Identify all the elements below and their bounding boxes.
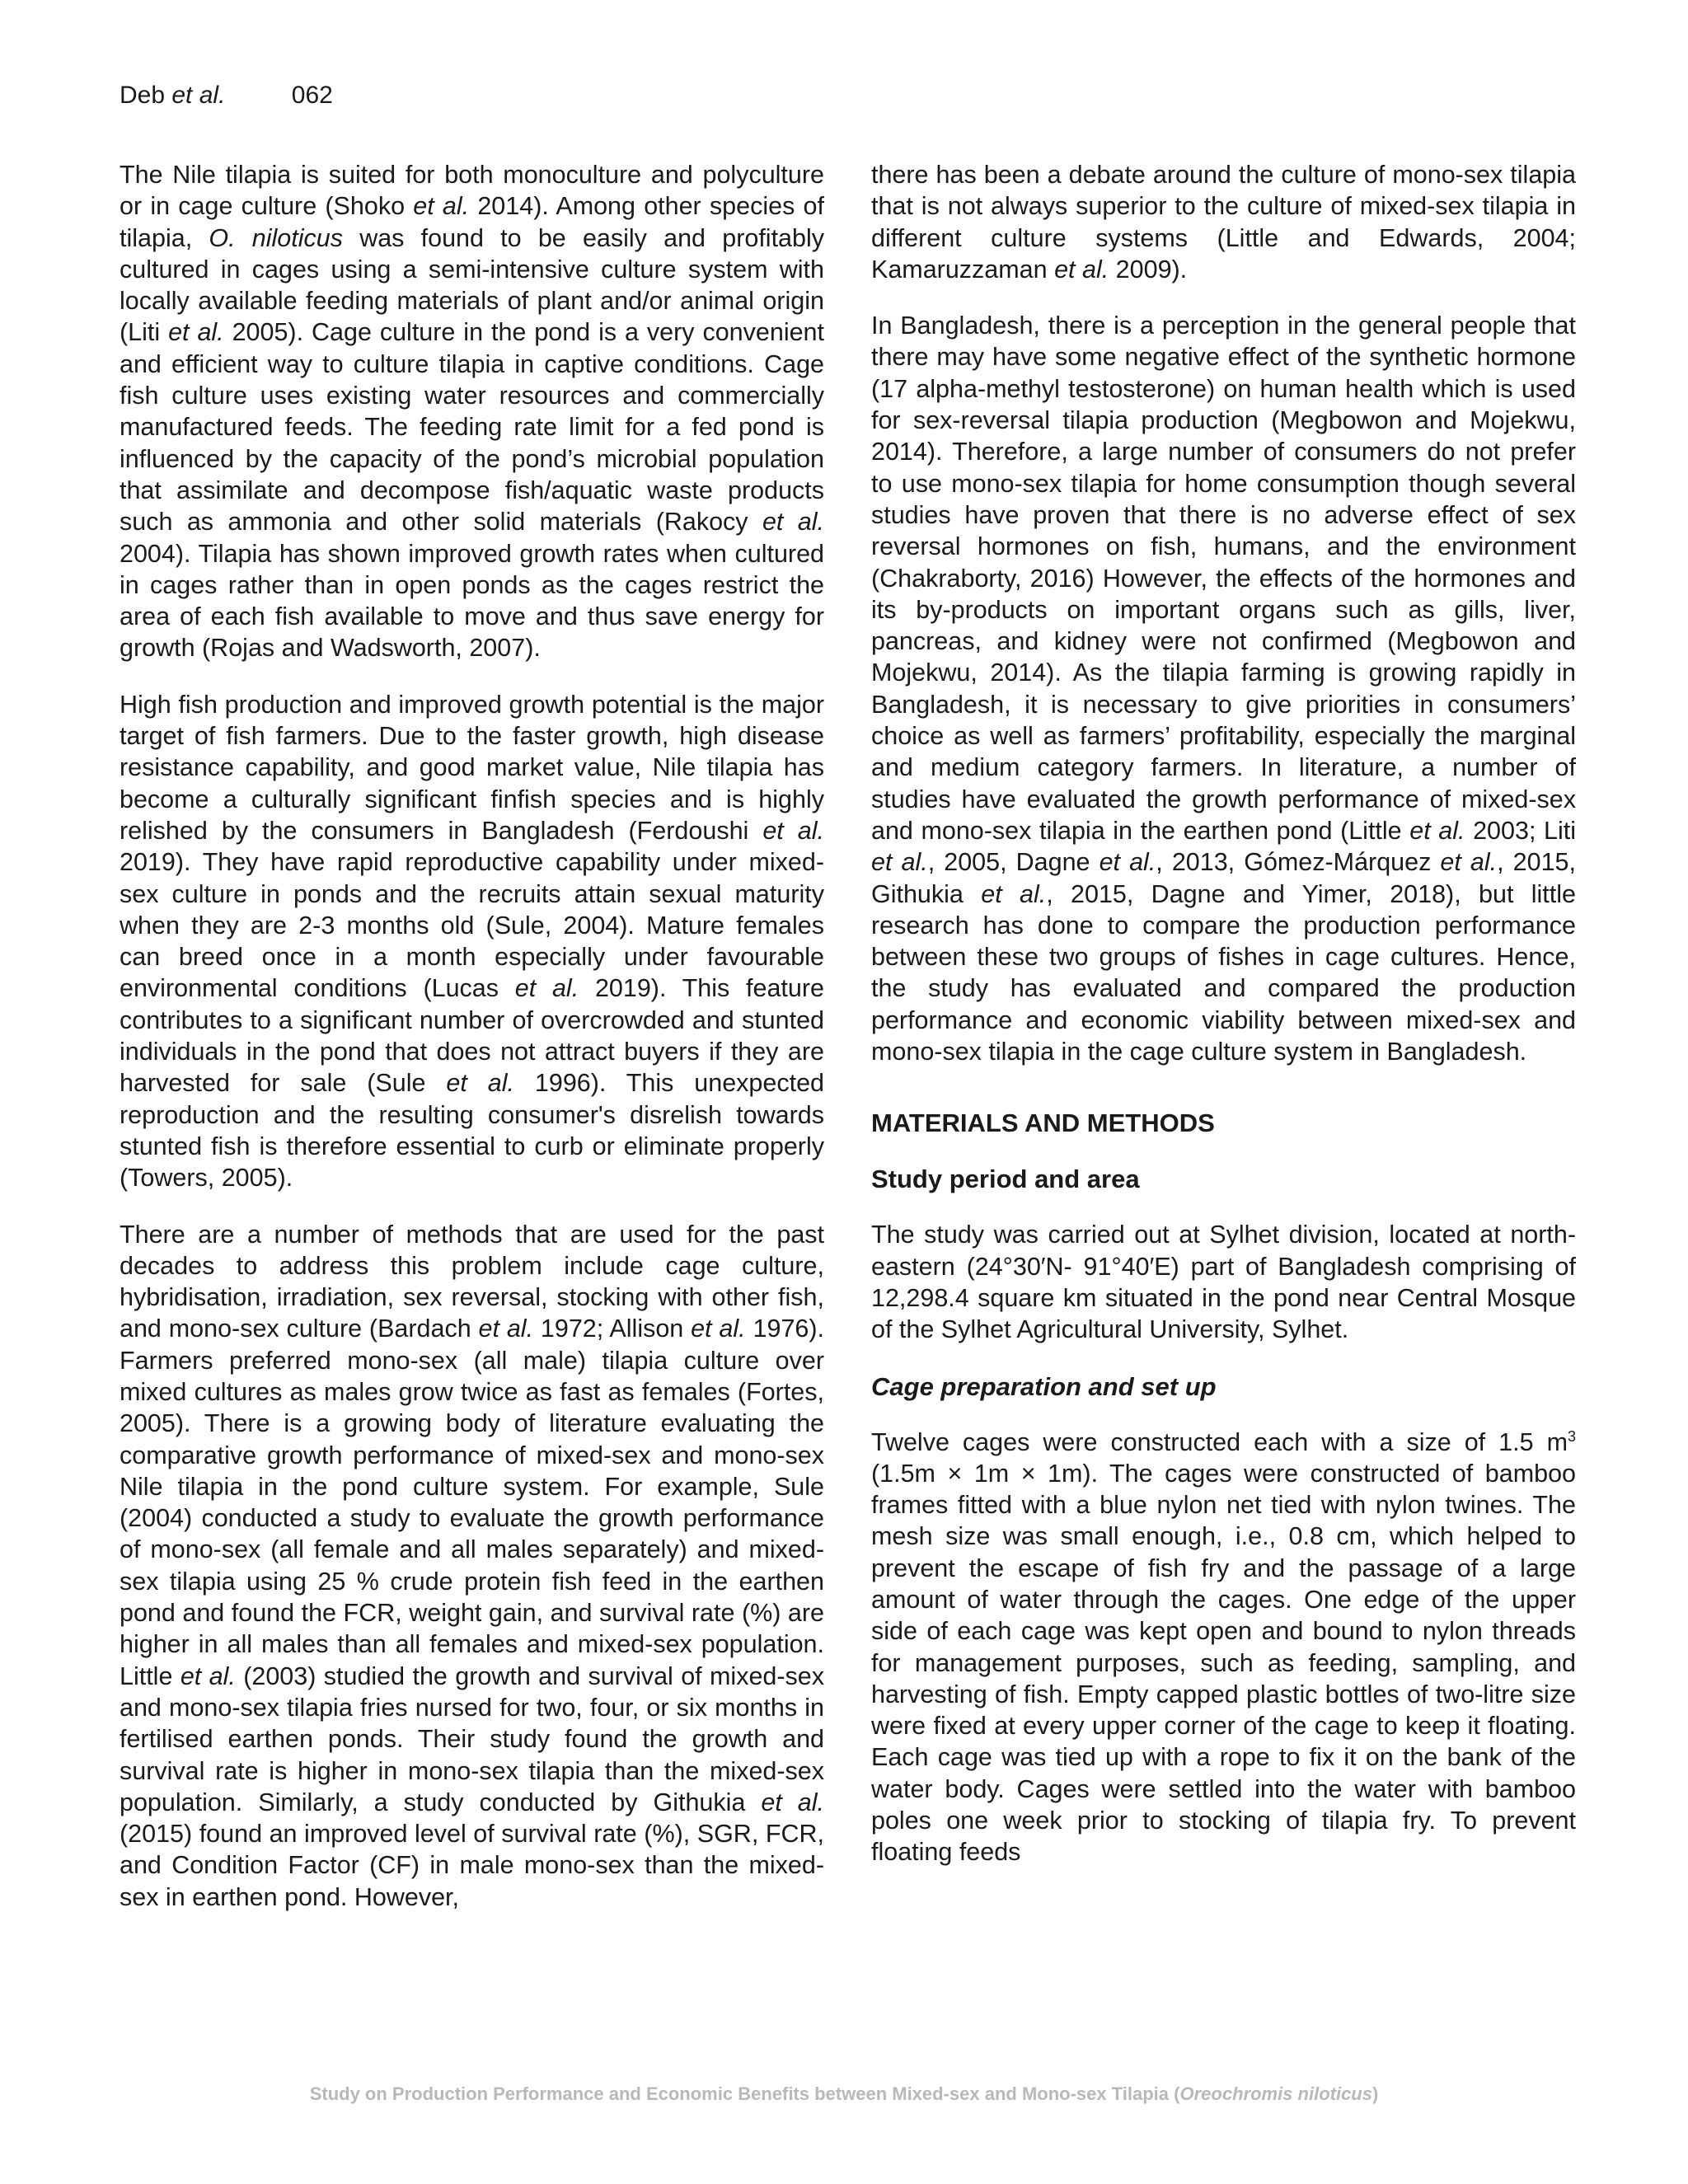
subheading-cage-preparation: Cage preparation and set up bbox=[871, 1371, 1217, 1401]
left-column bbox=[120, 159, 824, 1913]
paragraph-intro-cage-culture: The Nile tilapia is suited for both monoculture and polyculture or in cage culture (Shoko et al. 2014). Among other species of tilapia, O. niloticus was found to be easily and profitably cultured in cages using a semi-intensive culture system with locally available feeding materials of plant and/or animal origin (Liti et al. 2005). Cage culture in the pond is a very convenient and efficient way to culture tilapia in captive conditions. Cage fish culture uses existing water resources and commercially manufactured feeds. The feeding rate limit for a fed pond is influenced by the capacity of the pond’s microbial population that assimilate and decompose fish/aquatic waste products such as ammonia and other solid materials (Rakocy et al. 2004). Tilapia has shown improved growth rates when cultured in cages rather than in open ponds as the cages restrict the area of each fish available to move and thus save energy for growth (Rojas and Wadsworth, 2007). bbox=[120, 161, 824, 663]
footer-article-title: Study on Production Performance and Economic Benefits between Mixed-sex and Mono-sex Tilapia (Oreochromis niloticus) bbox=[309, 2083, 1379, 2104]
subheading-study-period: Study period and area bbox=[871, 1165, 1140, 1194]
page-number: 062 bbox=[291, 82, 333, 109]
paragraph-growth-potential: High fish production and improved growth potential is the major target of fish farmers. Due to the faster growth, high disease resistance capability, and good market value, Nile tilapia has become a culturally significant finfish species and is highly relished by the consumers in Bangladesh (Ferdoushi et al. 2019). They have rapid reproductive capability under mixed-sex culture in ponds and the recruits attain sexual maturity when they are 2-3 months old (Sule, 2004). Mature females can breed once in a month especially under favourable environmental conditions (Lucas et al. 2019). This feature contributes to a significant number of overcrowded and stunted individuals in the pond that does not attract buyers if they are harvested for sale (Sule et al. 1996). This unexpected reproduction and the resulting consumer's disrelish towards stunted fish is therefore essential to curb or eliminate properly (Towers, 2005). bbox=[120, 690, 824, 1193]
paragraph-methods-review: There are a number of methods that are used for the past decades to address this problem include cage culture, hybridisation, irradiation, sex reversal, stocking with other fish, and mono-sex culture (Bardach et al. 1972; Allison et al. 1976). Farmers preferred mono-sex (all male) tilapia culture over mixed cultures as males grow twice as fast as females (Fortes, 2005). There is a growing body of literature evaluating the comparative growth performance of mixed-sex and mono-sex Nile tilapia in the pond culture system. For example, Sule (2004) conducted a study to evaluate the growth performance of mono-sex (all female and all males separately) and mixed-sex tilapia using 25 % crude protein fish feed in the earthen pond and found the FCR, weight gain, and survival rate (%) are higher in all males than all females and mixed-sex population. Little et al. (2003) studied the growth and survival of mixed-sex and mono-sex tilapia fries nursed for two, four, or six months in fertilised earthen ponds. Their study found the growth and survival rate is higher in mono-sex tilapia than the mixed-sex population. Similarly, a study conducted by Githukia et al. (2015) found an improved level of survival rate (%), SGR, FCR, and Condition Factor (CF) in male mono-sex than the mixed-sex in earthen pond. However, bbox=[120, 1220, 825, 1911]
author-etal: et al. bbox=[171, 82, 226, 109]
right-column bbox=[871, 159, 1576, 1868]
paragraph-study-area: The study was carried out at Sylhet division, located at north-eastern (24°30′N- 91°40′E) part of Bangladesh comprising of 12,298.4 square km situated in the pond near Central Mosque of the Sylhet Agricultural University, Sylhet. bbox=[871, 1221, 1576, 1344]
author-line bbox=[120, 79, 225, 112]
paragraph-debate: there has been a debate around the culture of mono-sex tilapia that is not always superior to the culture of mixed-sex tilapia in different culture systems (Little and Edwards, 2004; Kamaruzzaman et al. 2009). bbox=[871, 161, 1576, 284]
paragraph-cage-setup: Twelve cages were constructed each with a size of 1.5 $m^3$ (1.5m × 1m × 1m). The cages were constructed of bamboo frames fitted with a blue nylon net tied with nylon twines. The mesh size was small enough, i.e., 0.8 cm, which helped to prevent the escape of fish fry and the passage of a large amount of water through the cages. One edge of the upper side of each cage was kept open and bound to nylon threads for management purposes, such as feeding, sampling, and harvesting of fish. Empty capped plastic bottles of two-litre size were fixed at every upper corner of the cage to keep it floating. Each cage was tied up with a rope to fix it on the bank of the water body. Cages were settled into the water with bamboo poles one week prior to stocking of tilapia fry. To prevent floating feeds bbox=[871, 1427, 1576, 1867]
running-head bbox=[120, 79, 333, 112]
paragraph-bangladesh-perception: In Bangladesh, there is a perception in the general people that there may have some negative effect of the synthetic hormone (17 alpha-methyl testosterone) on human health which is used for sex-reversal tilapia production (Megbowon and Mojekwu, 2014). Therefore, a large number of consumers do not prefer to use mono-sex tilapia for home consumption though several studies have proven that there is no adverse effect of sex reversal hormones on fish, humans, and the environment (Chakraborty, 2016) However, the effects of the hormones and its by-products on important organs such as gills, liver, pancreas, and kidney were not confirmed (Megbowon and Mojekwu, 2014). As the tilapia farming is growing rapidly in Bangladesh, it is necessary to give priorities in consumers’ choice as well as farmers’ profitability, especially the marginal and medium category farmers. In literature, a number of studies have evaluated the growth performance of mixed-sex and mono-sex tilapia in the earthen pond (Little et al. 2003; Liti et al., 2005, Dagne et al., 2013, Gómez-Márquez et al., 2015, Githukia et al., 2015, Dagne and Yimer, 2018), but little research has done to compare the production performance between these two groups of fishes in cage cultures. Hence, the study has evaluated and compared the production performance and economic viability between mixed-sex and mono-sex tilapia in the cage culture system in Bangladesh. bbox=[871, 312, 1576, 1066]
author-name: Deb bbox=[120, 82, 172, 109]
section-heading-materials-methods: MATERIALS AND METHODS bbox=[871, 1108, 1215, 1138]
